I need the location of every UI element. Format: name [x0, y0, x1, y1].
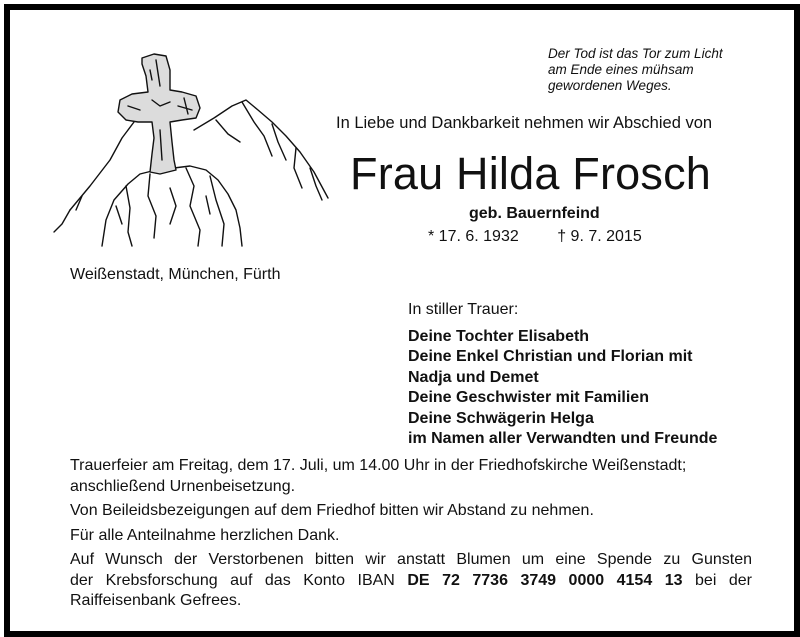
quote-line: gewordenen Weges.	[548, 78, 672, 93]
funeral-line: Trauerfeier am Freitag, dem 17. Juli, um 14.00 Uhr in der Friedhofskirche Weißenstadt;	[70, 457, 687, 474]
birth-name: geb. Bauernfeind	[469, 205, 600, 222]
donation-line-iban	[70, 571, 752, 592]
donation-info	[70, 550, 752, 612]
quote-line: am Ende eines mühsam	[548, 62, 694, 77]
life-dates	[428, 228, 642, 246]
donation-prefix: der Krebsforschung auf das Konto IBAN	[70, 571, 395, 589]
mourner-line: Deine Tochter Elisabeth	[408, 327, 590, 345]
death-date: † 9. 7. 2015	[557, 228, 642, 245]
thanks-note: Für alle Anteilnahme herzlichen Dank.	[70, 526, 340, 544]
mountain-cross-illustration	[10, 10, 340, 250]
quote-line: Der Tod ist das Tor zum Licht	[548, 46, 723, 61]
obituary-frame	[4, 4, 800, 637]
mourner-line: Deine Schwägerin Helga	[408, 409, 594, 427]
iban: DE 72 7736 3749 0000 4154 13	[407, 571, 683, 589]
quote	[548, 46, 798, 94]
mourner-line: im Namen aller Verwandten und Freunde	[408, 430, 718, 447]
donation-line: Auf Wunsch der Verstorbenen bitten wir anstatt Blumen um eine Spende zu Gunsten	[70, 551, 752, 568]
mourner-line: Deine Enkel Christian und Florian mit	[408, 348, 693, 365]
condolence-note: Von Beileidsbezeigungen auf dem Friedhof bitten wir Abstand zu nehmen.	[70, 502, 594, 519]
deceased-name: Frau Hilda Frosch	[350, 148, 712, 199]
mourning-label: In stiller Trauer:	[408, 301, 519, 318]
mourners-block	[408, 300, 717, 450]
funeral-line: anschließend Urnenbeisetzung.	[70, 477, 296, 495]
funeral-info	[70, 456, 752, 497]
service-details	[70, 456, 752, 616]
donation-suffix: bei der	[695, 571, 753, 589]
birth-date: * 17. 6. 1932	[428, 228, 519, 245]
farewell-intro: In Liebe und Dankbarkeit nehmen wir Abschied von	[336, 114, 713, 132]
bank-name: Raiffeisenbank Gefrees.	[70, 592, 242, 609]
mourner-line: Nadja und Demet	[408, 368, 539, 386]
places: Weißenstadt, München, Fürth	[70, 266, 281, 283]
mourner-line: Deine Geschwister mit Familien	[408, 389, 649, 406]
